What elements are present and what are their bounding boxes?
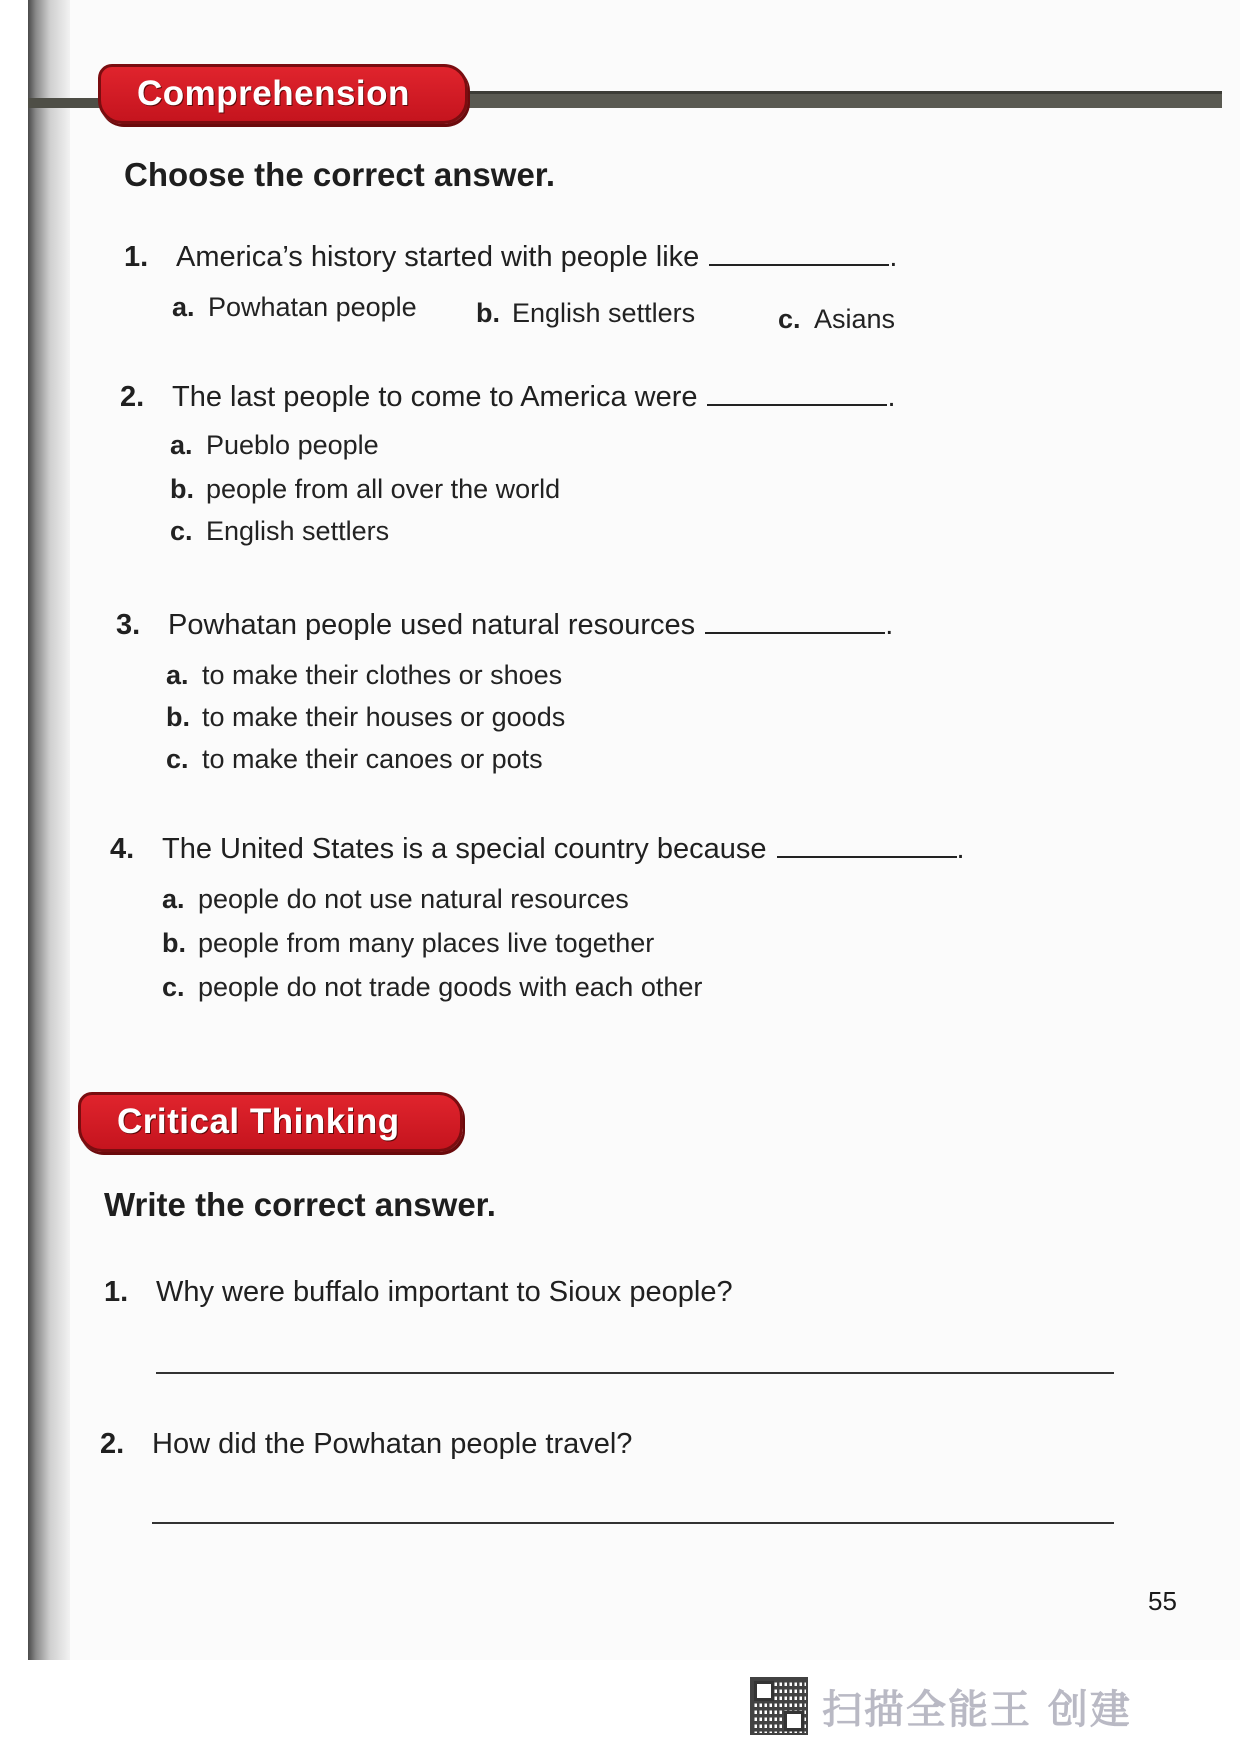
option-3a: a. to make their clothes or shoes <box>166 660 563 690</box>
comprehension-heading: Comprehension <box>98 64 468 124</box>
scanner-watermark <box>750 1676 1132 1736</box>
answer-blank <box>777 832 957 858</box>
critical-thinking-heading: Critical Thinking <box>78 1092 463 1152</box>
option-3b: b. to make their houses or goods <box>166 702 566 732</box>
option-4a: a. people do not use natural resources <box>162 884 629 914</box>
question-text: How did the Powhatan people travel? <box>152 1428 633 1460</box>
book-spine-shadow <box>28 0 70 1660</box>
question-number: 3. <box>116 609 141 641</box>
option-1c: c. Asians <box>778 304 896 334</box>
option-2c: c. English settlers <box>170 516 390 546</box>
option-3c: c. to make their canoes or pots <box>166 744 543 774</box>
answer-blank <box>705 608 885 634</box>
question-number: 1. <box>124 241 149 273</box>
comprehension-instruction: Choose the correct answer. <box>124 156 555 193</box>
answer-blank <box>709 240 889 266</box>
question-3: 3. Powhatan people used natural resources . <box>116 609 894 641</box>
question-4: 4. The United States is a special country because . <box>110 833 965 865</box>
answer-blank <box>707 380 887 406</box>
option-2b: b. people from all over the world <box>170 474 561 504</box>
page-number: 55 <box>1148 1586 1177 1616</box>
critical-thinking-instruction: Write the correct answer. <box>104 1186 496 1223</box>
answer-line-2[interactable] <box>152 1522 1114 1524</box>
option-1a: a. Powhatan people <box>172 292 417 322</box>
option-4b: b. people from many places live together <box>162 928 655 958</box>
option-1b: b. English settlers <box>476 298 696 328</box>
question-number: 2. <box>120 381 145 413</box>
question-2: 2. The last people to come to America were . <box>120 381 896 413</box>
header-rule <box>456 91 1222 108</box>
open-question-2 <box>100 1428 632 1461</box>
question-text: America’s history started with people like <box>176 241 700 273</box>
watermark-text: 扫描全能王 创建 <box>822 1686 1132 1733</box>
question-text: Why were buffalo important to Sioux people? <box>156 1276 733 1308</box>
question-1: 1. America’s history started with people like . <box>124 241 898 273</box>
answer-line-1[interactable] <box>156 1372 1114 1374</box>
qr-code-icon <box>750 1677 808 1735</box>
question-number: 1. <box>104 1276 129 1308</box>
question-text: The United States is a special country because <box>162 833 767 865</box>
question-number: 4. <box>110 833 135 865</box>
question-text: Powhatan people used natural resources <box>168 609 696 641</box>
option-2a: a. Pueblo people <box>170 430 379 460</box>
option-4c: c. people do not trade goods with each other <box>162 972 703 1002</box>
question-text: The last people to come to America were <box>172 381 698 413</box>
question-number: 2. <box>100 1428 125 1460</box>
open-question-1 <box>104 1276 733 1309</box>
